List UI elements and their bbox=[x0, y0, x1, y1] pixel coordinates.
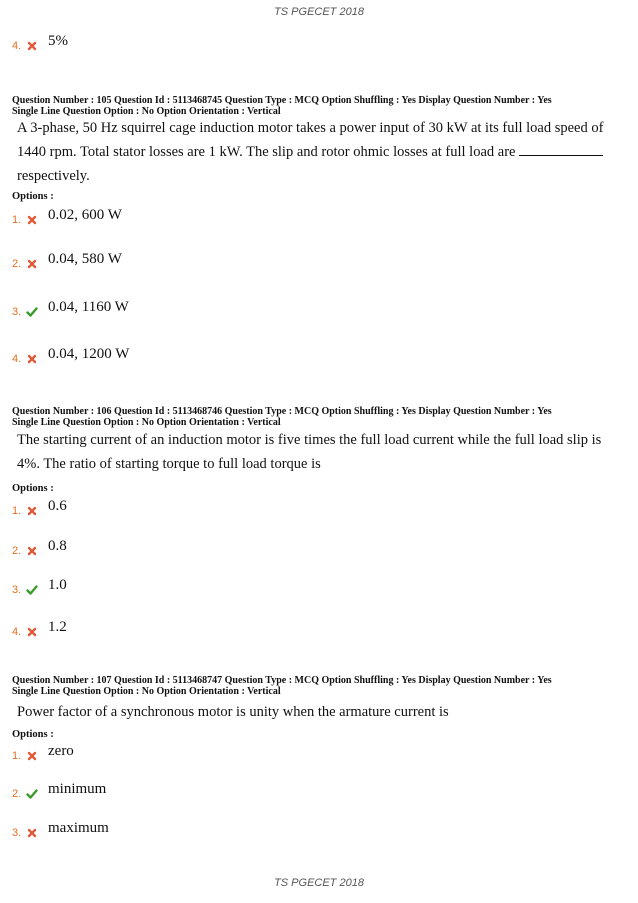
answer-blank bbox=[519, 143, 603, 156]
question-meta bbox=[12, 406, 612, 428]
check-mark-icon bbox=[26, 583, 38, 595]
option-number: 1. bbox=[12, 750, 22, 762]
cross-mark-icon bbox=[26, 504, 38, 516]
cross-mark-icon bbox=[26, 749, 38, 761]
option-number: 3. bbox=[12, 584, 22, 596]
cross-mark-icon bbox=[26, 352, 38, 364]
question-meta-line: Single Line Question Option : No Option Orientation : Vertical bbox=[12, 106, 281, 117]
cross-mark-icon bbox=[26, 39, 38, 51]
question-meta-line: Single Line Question Option : No Option Orientation : Vertical bbox=[12, 686, 281, 697]
question-text-part: The starting current of an induction motor is five times the full load current while the full load slip is 4%. The ratio of starting torque to full load torque is bbox=[17, 432, 602, 472]
option-number: 2. bbox=[12, 545, 22, 557]
question-text-part: respectively. bbox=[17, 168, 90, 184]
option-text: 0.04, 580 W bbox=[48, 251, 122, 267]
page-footer: TS PGECET 2018 bbox=[274, 877, 364, 889]
option-number: 3. bbox=[12, 306, 22, 318]
question-meta bbox=[12, 95, 612, 117]
cross-mark-icon bbox=[26, 544, 38, 556]
check-mark-icon bbox=[26, 305, 38, 317]
question-text bbox=[17, 700, 617, 724]
option-text: maximum bbox=[48, 820, 109, 836]
option-text: 0.6 bbox=[48, 498, 67, 514]
option-text: minimum bbox=[48, 781, 107, 797]
option-number: 1. bbox=[12, 214, 22, 226]
cross-mark-icon bbox=[26, 625, 38, 637]
option-text: 0.02, 600 W bbox=[48, 207, 122, 223]
page-header: TS PGECET 2018 bbox=[274, 6, 364, 18]
option-text: 1.0 bbox=[48, 577, 67, 593]
option-text: zero bbox=[48, 743, 74, 759]
cross-mark-icon bbox=[26, 257, 38, 269]
option-number: 2. bbox=[12, 258, 22, 270]
options-label: Options : bbox=[12, 191, 54, 202]
question-meta-line: Question Number : 106 Question Id : 5113468746 Question Type : MCQ Option Shuffling : Yes Display Question Number : Yes bbox=[12, 406, 552, 417]
option-text: 0.8 bbox=[48, 538, 67, 554]
option-text: 5% bbox=[48, 33, 68, 49]
cross-mark-icon bbox=[26, 826, 38, 838]
option-number: 3. bbox=[12, 827, 22, 839]
option-text: 0.04, 1160 W bbox=[48, 299, 129, 315]
option-number: 4. bbox=[12, 353, 22, 365]
check-mark-icon bbox=[26, 787, 38, 799]
question-meta-line: Question Number : 107 Question Id : 5113468747 Question Type : MCQ Option Shuffling : Yes Display Question Number : Yes bbox=[12, 675, 552, 686]
question-meta-line: Question Number : 105 Question Id : 5113468745 Question Type : MCQ Option Shuffling : Yes Display Question Number : Yes bbox=[12, 95, 552, 106]
option-number: 4. bbox=[12, 626, 22, 638]
option-number: 2. bbox=[12, 788, 22, 800]
option-text: 0.04, 1200 W bbox=[48, 346, 130, 362]
question-text-part: Power factor of a synchronous motor is unity when the armature current is bbox=[17, 704, 449, 720]
cross-mark-icon bbox=[26, 213, 38, 225]
question-text bbox=[17, 428, 617, 476]
question-text bbox=[17, 116, 617, 188]
question-meta-line: Single Line Question Option : No Option Orientation : Vertical bbox=[12, 417, 281, 428]
question-text-part: A 3-phase, 50 Hz squirrel cage induction motor takes a power input of 30 kW at its full load speed of 1440 rpm. Total stator losses are 1 kW. The slip and rotor ohmic losses at full load are bbox=[17, 120, 604, 160]
question-meta bbox=[12, 675, 612, 697]
options-label: Options : bbox=[12, 483, 54, 494]
option-number: 1. bbox=[12, 505, 22, 517]
option-number: 4. bbox=[12, 40, 22, 52]
option-text: 1.2 bbox=[48, 619, 67, 635]
options-label: Options : bbox=[12, 729, 54, 740]
